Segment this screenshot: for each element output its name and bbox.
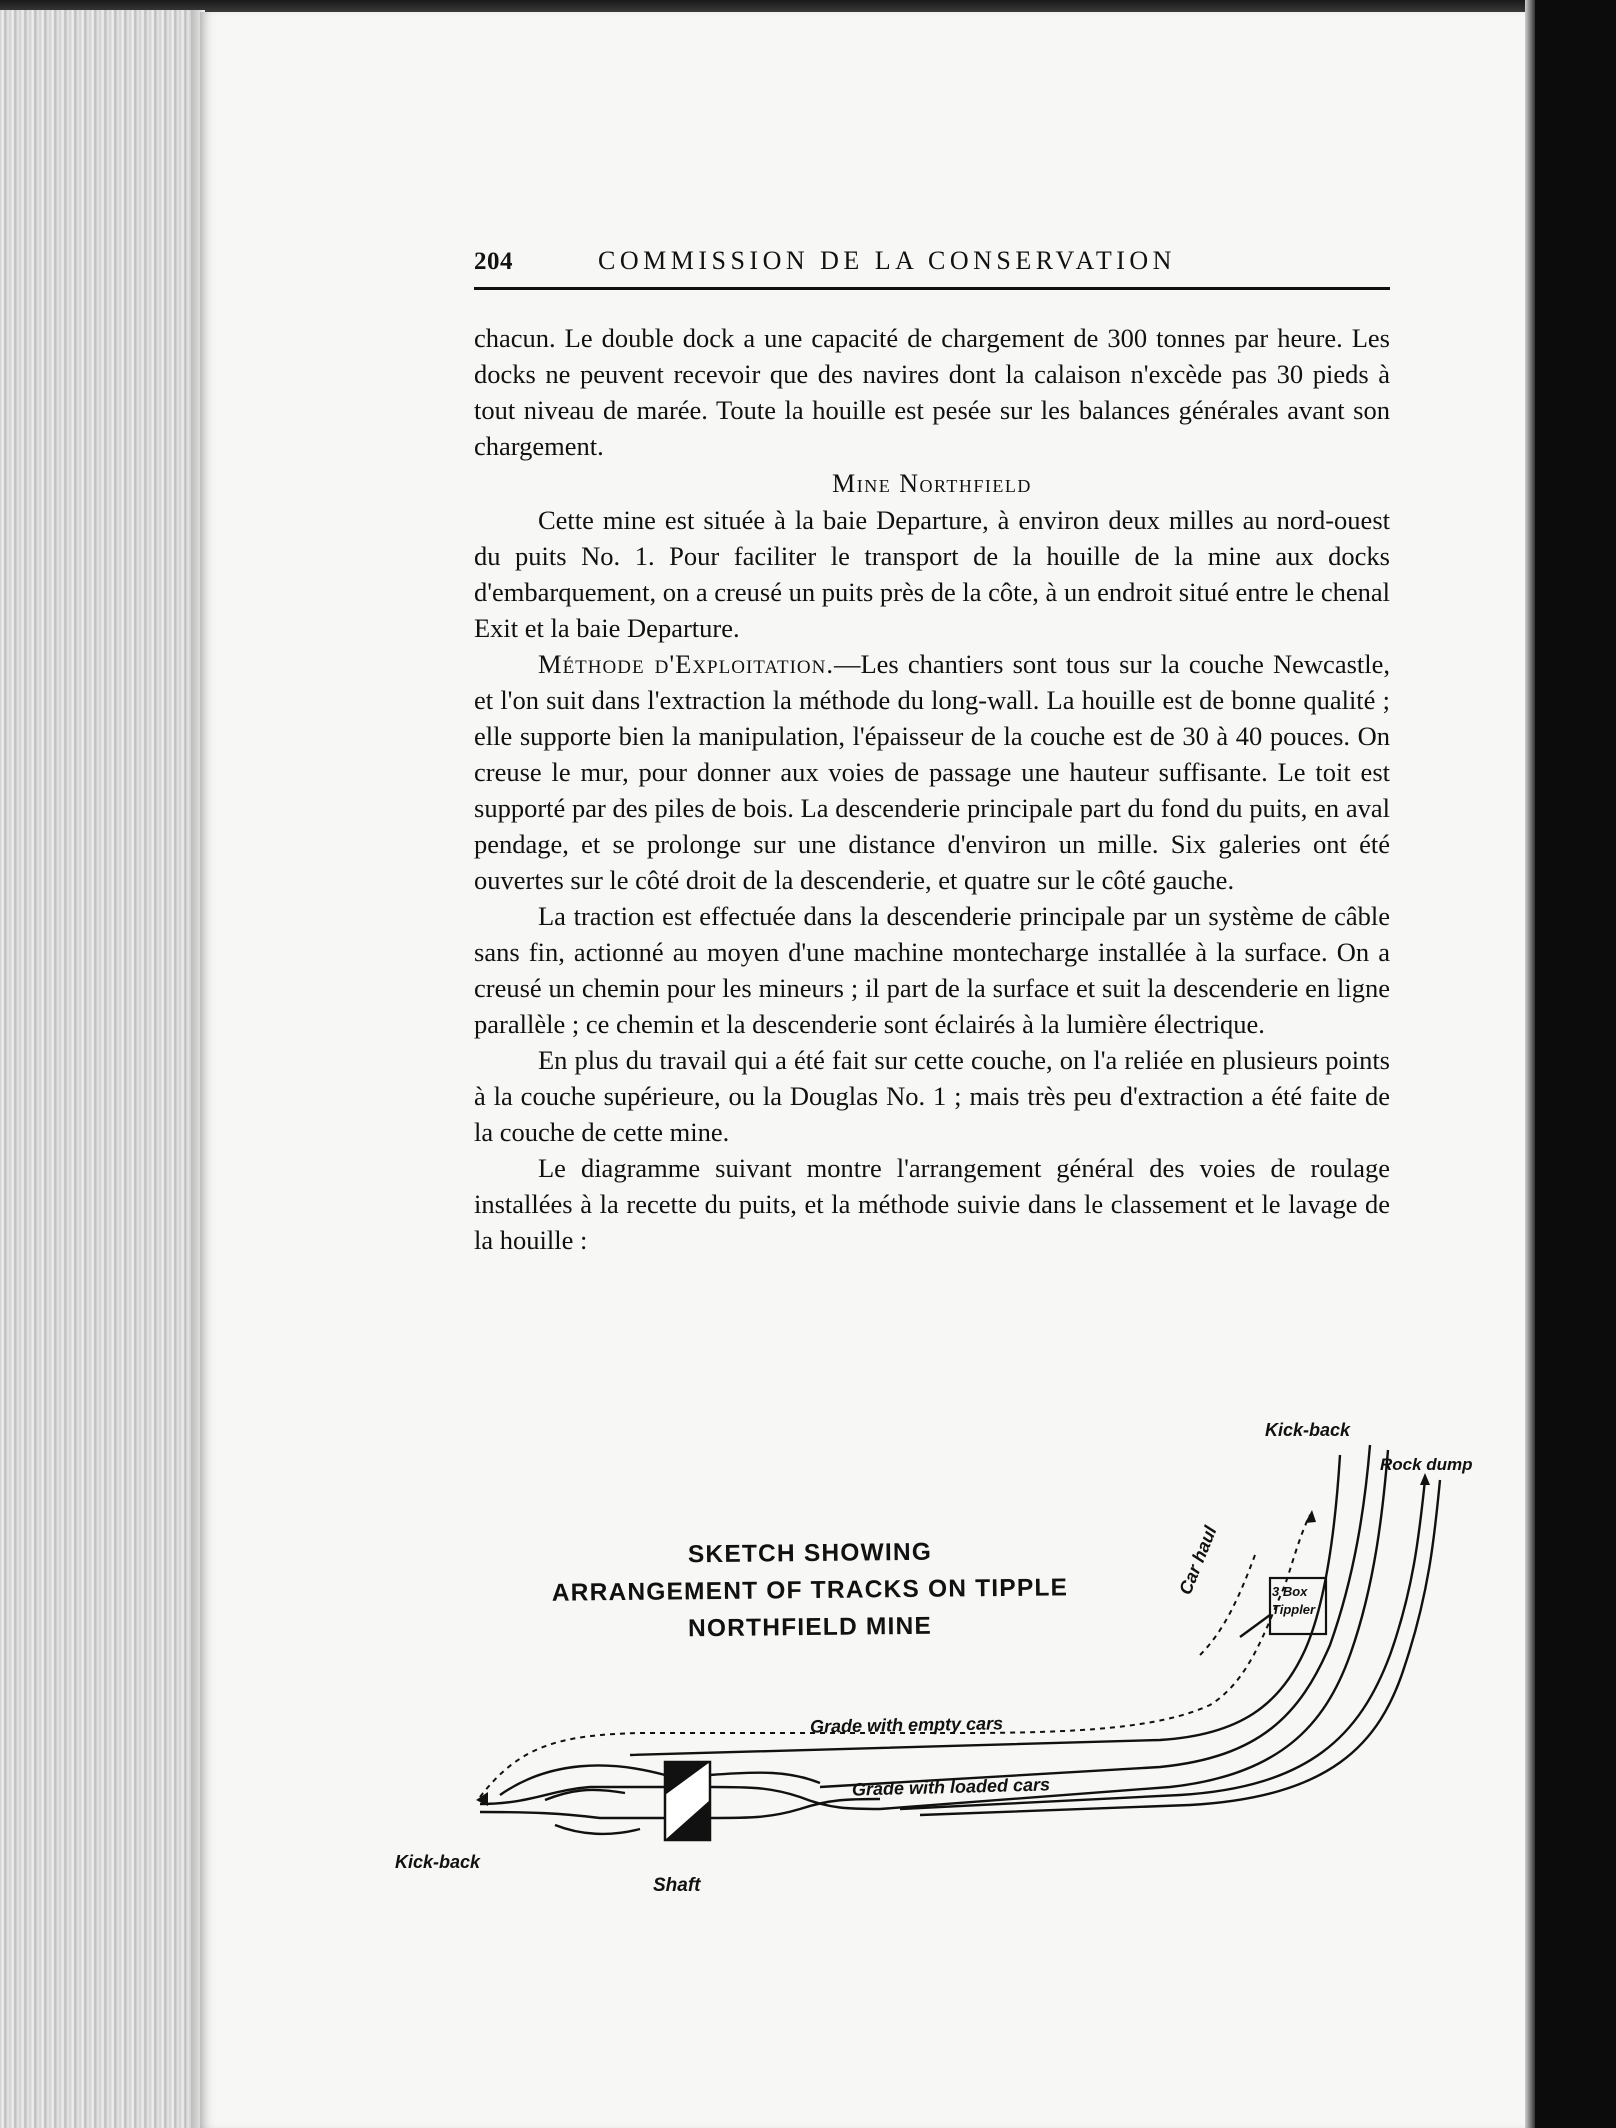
track-line xyxy=(900,1480,1425,1809)
page-number: 204 xyxy=(474,248,513,275)
paragraph-6: Le diagramme suivant montre l'arrangement général des voies de roulage installées à la recette du puits, et la méthode suivie dans le classement et le lavage de la houille : xyxy=(474,1153,1390,1255)
section-heading: Mine Northfield xyxy=(832,469,1032,498)
header-rule xyxy=(474,287,1390,290)
label-shaft: Shaft xyxy=(653,1875,701,1896)
paragraph-3 xyxy=(474,646,1390,898)
paragraph-4: La traction est effectuée dans la descenderie principale par un système de câble sans fin, actionné au moyen d'une machine montecharge installée à la surface. On a creusé un chemin pour les mineurs ; il part de la surface et suit la descenderie en ligne parallèle ; ce chemin et la descenderie sont éclairés à la lumière électrique. xyxy=(474,901,1390,1039)
paragraph-1: chacun. Le double dock a une capacité de chargement de 300 tonnes par heure. Les docks ne peuvent recevoir que des navires dont la calaison n'excède pas 30 pieds à tout niveau de marée. Toute la houille est pesée sur les balances générales avant son chargement. xyxy=(474,323,1390,461)
label-car-haul: Car haul xyxy=(1175,1523,1221,1598)
page-header xyxy=(474,238,1390,288)
car-haul-arrow xyxy=(1305,1510,1316,1523)
figure-title-line-2: ARRANGEMENT OF TRACKS ON TIPPLE xyxy=(551,1574,1069,1607)
track-line xyxy=(555,1825,640,1834)
track-line xyxy=(1240,1615,1270,1637)
label-kick-back-left: Kick-back xyxy=(395,1852,481,1872)
body-text xyxy=(474,320,1390,1258)
track-line xyxy=(480,1812,665,1818)
label-grade-loaded: Grade with loaded cars xyxy=(851,1774,1051,1800)
figure-title-line-3: NORTHFIELD MINE xyxy=(687,1612,933,1643)
track-line xyxy=(710,1773,820,1783)
label-tippler: 3 Box Tippler xyxy=(1272,1584,1316,1617)
paragraph-5: En plus du travail qui a été fait sur cette couche, on l'a reliée en plusieurs points à la couche supérieure, ou la Douglas No. 1 ; mais très peu d'extraction a été faite de la couche de cette mine. xyxy=(474,1045,1390,1147)
paragraph-2: Cette mine est située à la baie Departure, à environ deux milles au nord-ouest du puits No. 1. Pour faciliter le transport de la houille de la mine aux docks d'embarquement, on a creusé un puits près de la côte, à un endroit situé entre le chenal Exit et la baie Departure. xyxy=(474,505,1390,643)
track-sketch-drawing xyxy=(380,1415,1500,1915)
label-rock-dump: Rock dump xyxy=(1380,1455,1473,1474)
track-sketch-figure xyxy=(380,1415,1500,1915)
scan-right-edge xyxy=(1525,0,1616,2128)
car-haul-path xyxy=(1200,1555,1255,1655)
label-kick-back-top: Kick-back xyxy=(1265,1420,1351,1440)
running-head: COMMISSION DE LA CONSERVATION xyxy=(598,246,1176,275)
label-grade-empty: Grade with empty cars xyxy=(809,1713,1004,1737)
paragraph-3-text: —Les chantiers sont tous sur la couche Newcastle, et l'on suit dans l'extraction la méthode du long-wall. La houille est de bonne qualité ; elle supporte bien la manipulation, l'épaisseur de la couche est de 30 à 40 pouces. On creuse le mur, pour donner aux voies de passage une hauteur suffisante. Le toit est supporté par des piles de bois. La descenderie principale part du fond du puits, en aval pendage, et se prolonge sur une distance d'environ un mille. Six galeries ont été ouvertes sur le côté droit de la descenderie, et quatre sur le côté gauche. xyxy=(474,649,1391,895)
figure-title-line-1: SKETCH SHOWING xyxy=(687,1538,933,1569)
book-page-edges xyxy=(0,10,205,2128)
paragraph-3-lead: Méthode d'Exploitation. xyxy=(538,649,834,679)
